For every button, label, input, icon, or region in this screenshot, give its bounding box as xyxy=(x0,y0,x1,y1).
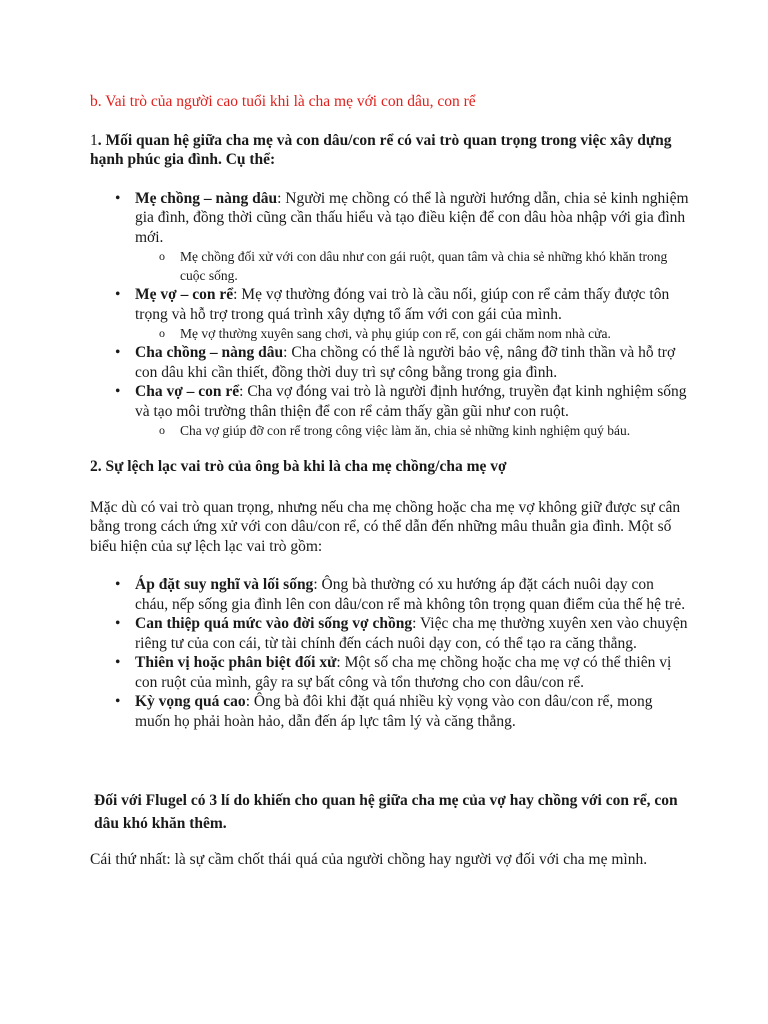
item-term: Kỳ vọng quá cao xyxy=(135,693,246,710)
item-term: Can thiệp quá mức vào đời sống vợ chồng xyxy=(135,615,413,632)
list-item xyxy=(135,343,690,382)
item-text: : Mẹ vợ thường đóng vai trò là cầu nối, giúp con rể cảm thấy được tôn trọng và hỗ trợ trong quá trình xây dựng tổ ấm với con gái của mình. xyxy=(135,286,670,323)
sub-list-item: o Mẹ vợ thường xuyên sang chơi, và phụ giúp con rể, con gái chăm nom nhà cửa. xyxy=(180,324,690,343)
sub-list-item: o Cha vợ giúp đỡ con rể trong công việc làm ăn, chia sẻ những kinh nghiệm quý báu. xyxy=(180,421,690,440)
sub-list xyxy=(135,421,690,440)
item-term: Mẹ chồng – nàng dâu xyxy=(135,189,278,207)
item-term: Cha vợ – con rể xyxy=(135,383,240,400)
item-text: : Việc cha mẹ thường xuyên xen vào chuyện riêng tư của con cái, từ tài chính đến cách nuôi dạy con, có thể tạo ra căng thẳng. xyxy=(135,615,688,652)
section3-first-reason: Cái thứ nhất: là sự cầm chốt thái quá của người chồng hay người vợ đối với cha mẹ mình. xyxy=(90,851,648,868)
list-item xyxy=(135,189,690,286)
item-text: : Ông bà đôi khi đặt quá nhiều kỳ vọng vào con dâu/con rể, mong muốn họ phải hoàn hảo, dẫn đến áp lực tâm lý và căng thẳng. xyxy=(135,693,653,730)
section2-heading: 2. Sự lệch lạc vai trò của ông bà khi là cha mẹ chồng/cha mẹ vợ xyxy=(90,458,507,475)
list-item xyxy=(135,285,690,343)
item-text: : Cha vợ đóng vai trò là người định hướng, truyền đạt kinh nghiệm sống và tạo môi trường thân thiện để con rể cảm thấy gần gũi như con ruột. xyxy=(135,383,687,420)
item-text: : Người mẹ chồng có thể là người hướng dẫn, chia sẻ kinh nghiệm gia đình, đồng thời cũng cần thấu hiểu và tạo điều kiện để con dâu hòa nhập với gia đình mới. xyxy=(135,189,689,246)
list-item xyxy=(135,653,690,692)
section1-heading-text: . Mối quan hệ giữa cha mẹ và con dâu/con rể có vai trò quan trọng trong việc xây dựng hạnh phúc gia đình. Cụ thể: xyxy=(90,131,672,168)
section-title: b. Vai trò của người cao tuổi khi là cha mẹ với con dâu, con rể xyxy=(90,93,476,110)
item-text: : Một số cha mẹ chồng hoặc cha mẹ vợ có thể thiên vị con ruột của mình, gây ra sự bất công và tổn thương cho con dâu/con rể. xyxy=(135,654,672,691)
section2-list xyxy=(90,575,690,731)
sub-list-item: o Mẹ chồng đối xử với con dâu như con gái ruột, quan tâm và chia sẻ những khó khăn trong cuộc sống. xyxy=(180,247,690,285)
list-item xyxy=(135,614,690,653)
sub-list xyxy=(135,247,690,285)
item-text: : Cha chồng có thể là người bảo vệ, nâng đỡ tinh thần và hỗ trợ con dâu khi cần thiết, đồng thời duy trì sự công bằng trong gia đình. xyxy=(135,344,676,381)
section1-list xyxy=(90,189,690,441)
item-term: Cha chồng – nàng dâu xyxy=(135,344,284,361)
section3-heading: Đối với Flugel có 3 lí do khiến cho quan hệ giữa cha mẹ của vợ hay chồng với con rể, con dâu khó khăn thêm. xyxy=(94,792,678,832)
sub-list xyxy=(135,324,690,343)
item-term: Mẹ vợ – con rể xyxy=(135,286,234,303)
section1-heading-number: 1 xyxy=(90,131,98,149)
section2-intro: Mặc dù có vai trò quan trọng, nhưng nếu cha mẹ chồng hoặc cha mẹ vợ không giữ được sự cân bằng trong cách ứng xử với con dâu/con rể, có thể dẫn đến những mâu thuẫn gia đình. Một số biểu hiện của sự lệch lạc vai trò gồm: xyxy=(90,498,681,555)
list-item xyxy=(135,382,690,440)
item-term: Thiên vị hoặc phân biệt đối xử xyxy=(135,654,337,671)
section1-heading xyxy=(90,131,690,170)
document-content xyxy=(90,92,690,870)
list-item xyxy=(135,692,690,731)
item-text: : Ông bà thường có xu hướng áp đặt cách nuôi dạy con cháu, nếp sống gia đình lên con dâu/con rể mà không tôn trọng quan điểm của thế hệ trẻ. xyxy=(135,576,686,613)
item-term: Áp đặt suy nghĩ và lối sống xyxy=(135,576,314,593)
list-item xyxy=(135,575,690,614)
